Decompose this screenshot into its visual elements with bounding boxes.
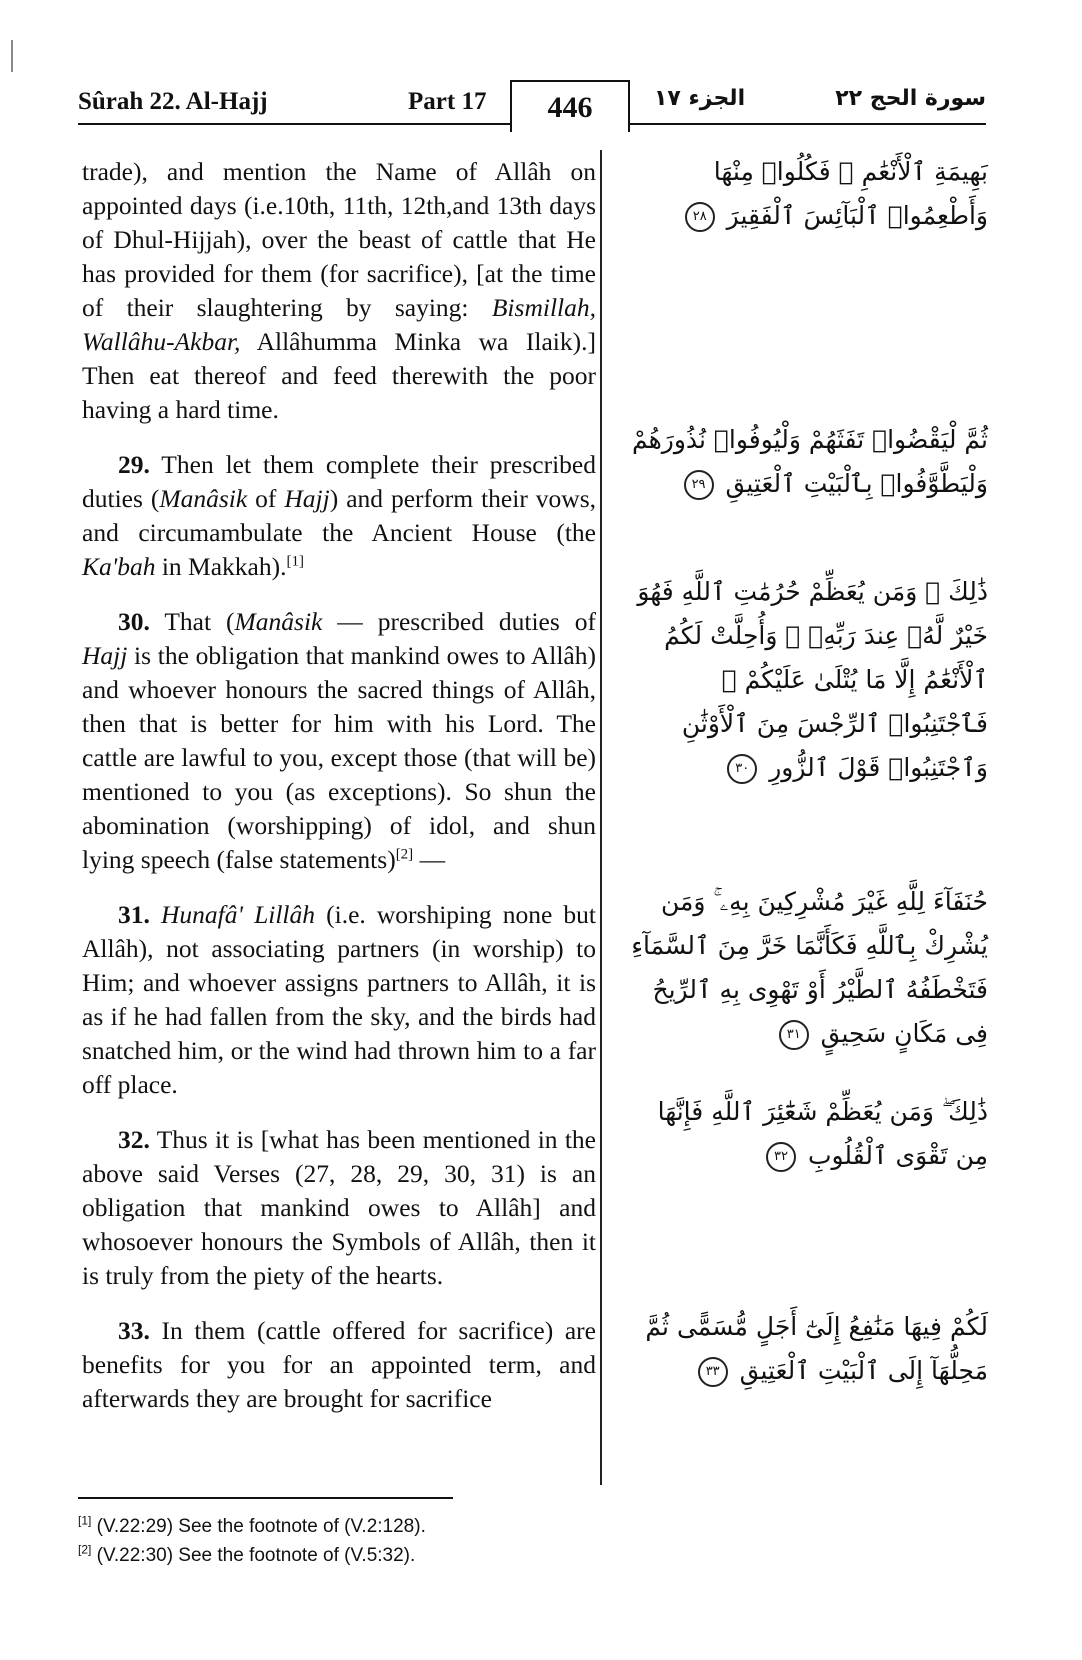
arabic-verse-33: لَكُمْ فِيهَا مَنَٰفِعُ إِلَىٰٓ أَجَلٍ مُّسَمًّى ثُمَّ مَحِلُّهَآ إِلَى ٱلْبَيْتِ ٱلْعَتِيقِ ٣٣ (645, 1312, 988, 1385)
verse-translation-32: 32. Thus it is [what has been mentioned in the above said Verses (27, 28, 29, 30, 31) is an obligation that mankind owes to Allâh] and whosoever honours the Symbols of Allâh, then it is truly from the piety of the hearts. (82, 1125, 596, 1290)
verse-end-marker: ٢٨ (685, 202, 715, 232)
verse-translation-29: 29. Then let them complete their prescribed duties (Manâsik of Hajj) and perform their vows, and circumambulate the Ancient House (the Ka'bah in Makkah).[1] (82, 450, 596, 581)
verse-end-marker: ٣٣ (698, 1357, 728, 1387)
page-header (78, 80, 986, 130)
arabic-verse-31: حُنَفَآءَ لِلَّهِ غَيْرَ مُشْرِكِينَ بِهِۦ ۚ وَمَن يُشْرِكْ بِٱللَّهِ فَكَأَنَّمَا خَرَّ مِنَ ٱلسَّمَآءِ فَتَخْطَفُهُ ٱلطَّيْرُ أَوْ تَهْوِى بِهِ ٱلرِّيحُ فِى مَكَانٍ سَحِيقٍ ٣١ (631, 887, 988, 1048)
surah-title-arabic: سورة الحج ٢٢ (835, 86, 986, 111)
footnote-rule (78, 1497, 453, 1499)
arabic-verse-28: بَهِيمَةِ ٱلْأَنْعَٰمِ ۖ فَكُلُوا۟ مِنْهَا وَأَطْعِمُوا۟ ٱلْبَآئِسَ ٱلْفَقِيرَ ٢٨ (618, 150, 988, 238)
verse-translation-30: 30. That (Manâsik — prescribed duties of Hajj is the obligation that mankind owes to Allâh) and whoever honours the sacred things of Allâh, then that is better for him with his Lord. The cattle are lawful to you, except those (that will be) mentioned to you (as exceptions). So shun the abomination (worshipping) of idol, and shun lying speech (false statements)[2] — (82, 607, 596, 874)
verse-translation-28: trade), and mention the Name of Allâh on appointed days (i.e.10th, 11th, 12th,and 13th days of Dhul-Hijjah), over the beast of cattle that He has provided for them (for sacrifice), [at the time of their slaughtering by saying: Bismillah, Wallâhu-Akbar, Allâhumma Minka wa Ilaik).] Then eat thereof and feed therewith the poor having a hard time. (82, 157, 596, 424)
margin-mark (11, 40, 13, 72)
verse-end-marker: ٢٩ (684, 470, 714, 500)
footnote-ref-2: [2] (395, 846, 414, 863)
verse-end-marker: ٣٢ (766, 1142, 796, 1172)
arabic-verse-32: ذَٰلِكَ ۖ وَمَن يُعَظِّمْ شَعَٰٓئِرَ ٱللَّهِ فَإِنَّهَا مِن تَقْوَى ٱلْقُلُوبِ ٣٢ (657, 1097, 988, 1170)
part-label: Part 17 (408, 88, 487, 115)
english-column (82, 155, 596, 1437)
footnotes (78, 1512, 598, 1570)
verse-translation-31: 31. Hunafâ' Lillâh (i.e. worshiping none but Allâh), not associating partners (in worship) to Him; and whoever assigns partners to Allâh, it is as if he had fallen from the sky, and the birds had snatched him, or the wind had thrown him to a far off place. (82, 900, 597, 1099)
footnote-1: [1] (V.22:29) See the footnote of (V.2:128). (78, 1513, 426, 1537)
arabic-verse-30: ذَٰلِكَ ۖ وَمَن يُعَظِّمْ حُرُمَٰتِ ٱللَّهِ فَهُوَ خَيْرٌ لَّهُۥ عِندَ رَبِّهِۦ ۗ وَأُحِلَّتْ لَكُمُ ٱلْأَنْعَٰمُ إِلَّا مَا يُتْلَىٰ عَلَيْكُمْ ۖ فَٱجْتَنِبُوا۟ ٱلرِّجْسَ مِنَ ٱلْأَوْثَٰنِ وَٱجْتَنِبُوا۟ قَوْلَ ٱلزُّورِ ٣٠ (637, 577, 988, 782)
verse-end-marker: ٣٠ (727, 754, 757, 784)
column-divider (600, 150, 602, 1485)
footnote-2: [2] (V.22:30) See the footnote of (V.5:32). (78, 1542, 416, 1566)
verse-translation-33: 33. In them (cattle offered for sacrifice) are benefits for you for an appointed term, and afterwards they are brought for sacrifice (82, 1316, 596, 1413)
juz-label-arabic: الجزء ١٧ (654, 86, 746, 111)
verse-end-marker: ٣١ (779, 1020, 809, 1050)
surah-title: Sûrah 22. Al-Hajj (78, 88, 268, 115)
page-number: 446 (510, 80, 630, 132)
arabic-verse-29: ثُمَّ لْيَقْضُوا۟ تَفَثَهُمْ وَلْيُوفُوا۟ نُذُورَهُمْ وَلْيَطَّوَّفُوا۟ بِٱلْبَيْتِ ٱلْعَتِيقِ ٢٩ (631, 425, 988, 498)
footnote-ref-1: [1] (286, 553, 304, 570)
